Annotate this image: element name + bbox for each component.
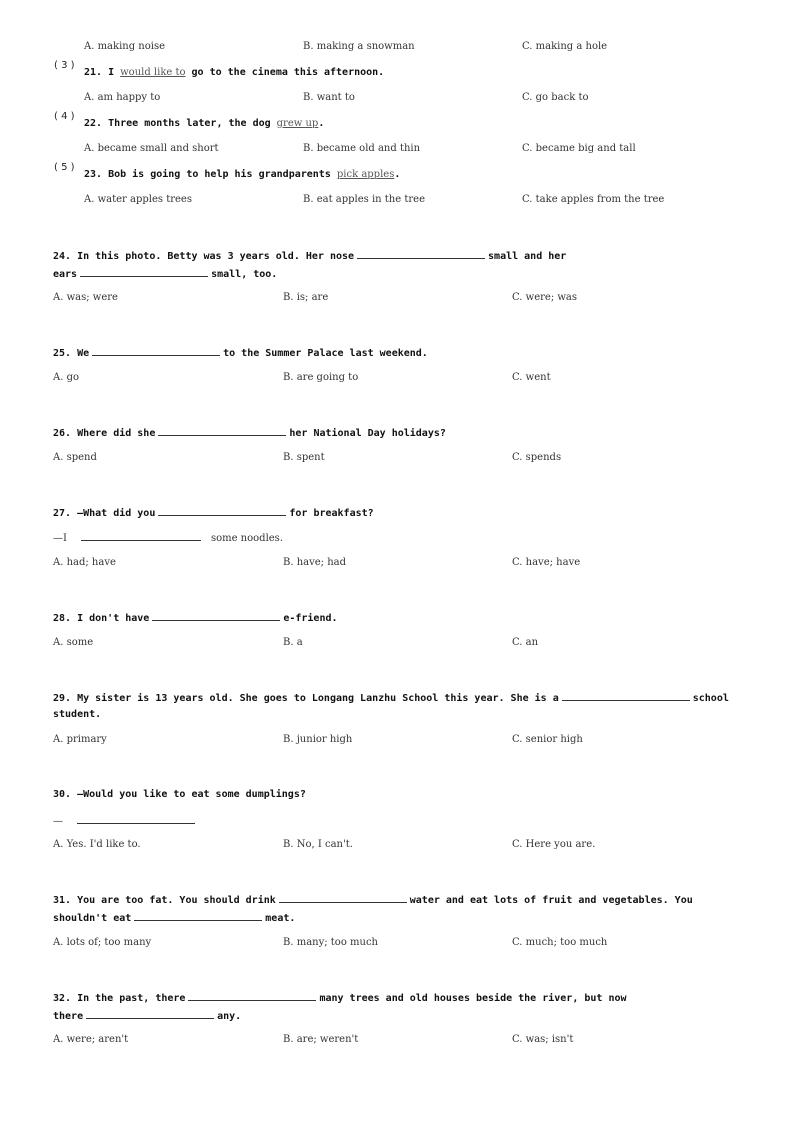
q31-option-a[interactable]: A. lots of; too many (53, 937, 152, 948)
q30-option-b[interactable]: B. No, I can't. (283, 839, 353, 850)
q27-response-line (53, 531, 283, 544)
q26-stem (53, 426, 446, 439)
q27-option-c[interactable]: C. have; have (512, 557, 581, 568)
q31-option-b[interactable]: B. many; too much (283, 937, 378, 948)
q24-blank-1[interactable] (357, 249, 485, 259)
q29-option-b[interactable]: B. junior high (283, 734, 353, 745)
q26-option-a[interactable]: A. spend (53, 452, 97, 463)
q25-stem (53, 346, 428, 359)
q24-option-c[interactable]: C. were; was (512, 292, 578, 303)
q26-option-b[interactable]: B. spent (283, 452, 325, 463)
q28-option-a[interactable]: A. some (53, 637, 94, 648)
q24-text-1: 24. In this photo. Betty was 3 years old. Her nose (53, 251, 355, 262)
q24-blank-2[interactable] (80, 267, 208, 277)
q21-option-c[interactable]: C. go back to (522, 92, 589, 103)
q21-option-a[interactable]: A. am happy to (84, 92, 161, 103)
q25-option-c[interactable]: C. went (512, 372, 551, 383)
q21-stem (84, 67, 384, 78)
q22-marker: ( 4 ) (54, 111, 75, 122)
q32-text-2: many trees and old houses beside the river, but now (319, 993, 627, 1004)
q32-blank-1[interactable] (188, 991, 316, 1001)
q29-text-1: 29. My sister is 13 years old. She goes to Longang Lanzhu School this year. She is a (53, 693, 559, 704)
q21-underlined: would like to (120, 67, 186, 78)
q26-option-c[interactable]: C. spends (512, 452, 562, 463)
q31-stem (53, 893, 693, 906)
q31-text-3: shouldn't eat (53, 913, 132, 924)
q27-blank-2[interactable] (81, 531, 201, 541)
q32-option-b[interactable]: B. are; weren't (283, 1034, 359, 1045)
q24-stem-line1 (53, 249, 566, 262)
q29-blank[interactable] (562, 691, 690, 701)
q22-option-a[interactable]: A. became small and short (84, 143, 219, 154)
q32-option-a[interactable]: A. were; aren't (53, 1034, 129, 1045)
q23-underlined: pick apples (336, 169, 395, 180)
q29-stem (53, 691, 729, 704)
q30-stem: 30. —Would you like to eat some dumplings? (53, 789, 306, 800)
q24-text-3: ears (53, 269, 78, 280)
q24-text-4: small, too. (211, 269, 278, 280)
q29-option-a[interactable]: A. primary (53, 734, 107, 745)
q21-prefix: 21. I (84, 67, 121, 78)
q27-stem (53, 506, 374, 519)
q24-option-a[interactable]: A. was; were (53, 292, 118, 303)
q22-option-c[interactable]: C. became big and tall (522, 143, 636, 154)
q24-stem-line2 (53, 267, 277, 280)
q22-suffix: . (318, 118, 325, 129)
q21-marker: ( 3 ) (54, 60, 75, 71)
q30-response-line (53, 814, 198, 827)
q23-option-c[interactable]: C. take apples from the tree (522, 194, 665, 205)
q32-blank-2[interactable] (86, 1009, 214, 1019)
q25-blank[interactable] (92, 346, 220, 356)
q32-option-c[interactable]: C. was; isn't (512, 1034, 574, 1045)
q24-option-b[interactable]: B. is; are (283, 292, 329, 303)
q23-marker: ( 5 ) (54, 162, 75, 173)
q22-underlined: grew up (276, 118, 319, 129)
q31-text-4: meat. (265, 913, 296, 924)
q32-text-1: 32. In the past, there (53, 993, 186, 1004)
q26-text-2: her National Day holidays? (289, 428, 446, 439)
q27-blank-1[interactable] (158, 506, 286, 516)
q28-option-c[interactable]: C. an (512, 637, 539, 648)
q29-text-2: school (692, 693, 729, 704)
q32-stem (53, 991, 627, 1004)
q29-stem-line2: student. (53, 709, 102, 720)
q22-stem (84, 118, 324, 129)
q28-option-b[interactable]: B. a (283, 637, 303, 648)
q30-dash: — (53, 816, 63, 827)
q23-suffix: . (394, 169, 401, 180)
q30-blank[interactable] (77, 814, 195, 824)
q25-option-b[interactable]: B. are going to (283, 372, 359, 383)
q26-text-1: 26. Where did she (53, 428, 156, 439)
q20-option-a[interactable]: A. making noise (84, 41, 166, 52)
q28-blank[interactable] (152, 611, 280, 621)
q22-option-b[interactable]: B. became old and thin (303, 143, 421, 154)
q31-text-2: water and eat lots of fruit and vegetables. You (409, 895, 693, 906)
q25-text-2: to the Summer Palace last weekend. (223, 348, 428, 359)
q25-text-1: 25. We (53, 348, 90, 359)
q27-text-1: 27. —What did you (53, 508, 156, 519)
q27-text-3: —I (53, 533, 67, 544)
q23-option-b[interactable]: B. eat apples in the tree (303, 194, 425, 205)
q28-text-2: e-friend. (283, 613, 338, 624)
q23-option-a[interactable]: A. water apples trees (84, 194, 192, 205)
q23-prefix: 23. Bob is going to help his grandparents (84, 169, 337, 180)
q22-prefix: 22. Three months later, the dog (84, 118, 277, 129)
q28-stem (53, 611, 338, 624)
q26-blank[interactable] (158, 426, 286, 436)
q25-option-a[interactable]: A. go (53, 372, 80, 383)
q27-text-2: for breakfast? (289, 508, 374, 519)
q28-text-1: 28. I don't have (53, 613, 150, 624)
q31-blank-1[interactable] (279, 893, 407, 903)
q20-option-c[interactable]: C. making a hole (522, 41, 608, 52)
q24-text-2: small and her (488, 251, 567, 262)
q30-option-a[interactable]: A. Yes. I'd like to. (53, 839, 141, 850)
q30-option-c[interactable]: C. Here you are. (512, 839, 596, 850)
q31-text-1: 31. You are too fat. You should drink (53, 895, 276, 906)
q21-suffix: go to the cinema this afternoon. (185, 67, 385, 78)
q29-option-c[interactable]: C. senior high (512, 734, 583, 745)
q32-text-4: any. (217, 1011, 242, 1022)
q32-text-3: there (53, 1011, 84, 1022)
q23-stem (84, 169, 400, 180)
q32-stem-line2 (53, 1009, 241, 1022)
q21-option-b[interactable]: B. want to (303, 92, 355, 103)
q27-option-a[interactable]: A. had; have (53, 557, 116, 568)
q27-option-b[interactable]: B. have; had (283, 557, 347, 568)
q31-stem-line2 (53, 911, 295, 924)
q31-option-c[interactable]: C. much; too much (512, 937, 608, 948)
q31-blank-2[interactable] (134, 911, 262, 921)
q27-text-4: some noodles. (210, 533, 283, 544)
q20-option-b[interactable]: B. making a snowman (303, 41, 415, 52)
